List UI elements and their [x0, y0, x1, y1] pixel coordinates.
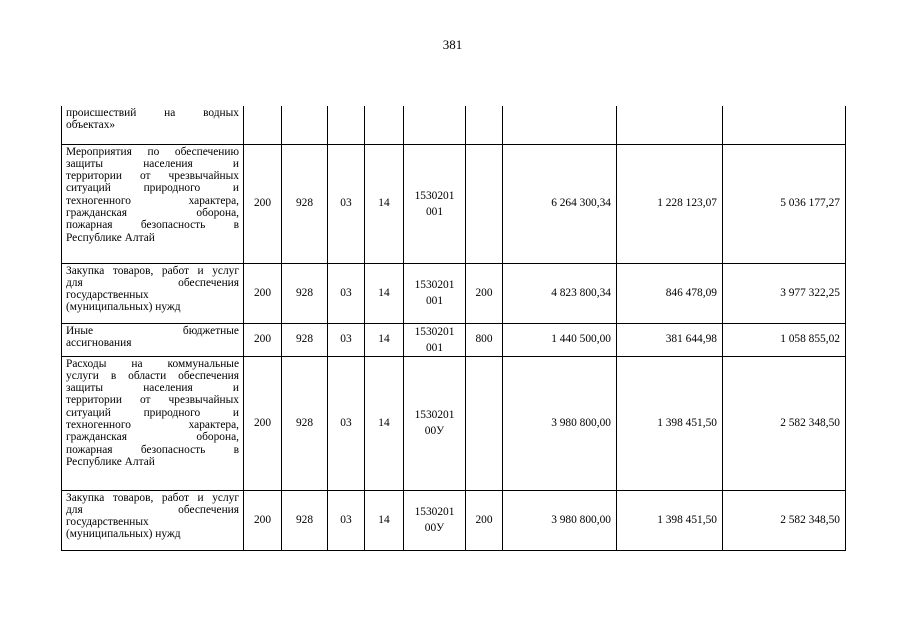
description-line: территории от чрезвычайных — [66, 170, 239, 183]
csr-line: 00У — [424, 425, 445, 437]
amount-2-cell: 846 478,09 — [617, 263, 723, 323]
amount-1-cell: 3 980 800,00 — [503, 356, 617, 490]
code-gl-cell: 200 — [244, 323, 282, 356]
code-gl-cell: 200 — [244, 490, 282, 550]
amount-2-cell: 1 228 123,07 — [617, 144, 723, 263]
table-row — [62, 490, 846, 550]
code-ved-cell: 928 — [282, 490, 328, 550]
description-line: государственных — [66, 289, 149, 302]
amount-1-cell: 6 264 300,34 — [503, 144, 617, 263]
description-line: гражданская оборона, — [66, 431, 239, 444]
code-vr-cell: 200 — [466, 263, 503, 323]
description-line: техногенного характера, — [66, 194, 239, 207]
description-line: Закупка товаров, работ и услуг — [66, 491, 239, 504]
code-rz-cell: 03 — [328, 323, 365, 356]
description-line: Закупка товаров, работ и услуг — [66, 264, 239, 277]
code-gl-cell — [244, 106, 282, 144]
code-rz-cell: 03 — [328, 144, 365, 263]
code-rz-cell — [328, 106, 365, 144]
code-csr-cell — [404, 356, 466, 490]
code-pr-cell: 14 — [365, 323, 404, 356]
row-description — [62, 144, 244, 263]
amount-2-cell: 381 644,98 — [617, 323, 723, 356]
csr-line: 1530201 — [414, 325, 455, 338]
code-csr-cell — [404, 490, 466, 550]
code-pr-cell: 14 — [365, 490, 404, 550]
amount-2-cell: 1 398 451,50 — [617, 490, 723, 550]
description-line: для обеспечения — [66, 503, 239, 516]
amount-1-cell: 4 823 800,34 — [503, 263, 617, 323]
row-description — [62, 490, 244, 550]
code-rz-cell: 03 — [328, 356, 365, 490]
description-line: для обеспечения — [66, 276, 239, 289]
table-row — [62, 106, 846, 144]
description-line: ситуаций природного и — [66, 182, 239, 195]
table-body — [62, 106, 846, 550]
description-line: территории от чрезвычайных — [66, 394, 239, 407]
amount-1-cell — [503, 106, 617, 144]
code-rz-cell: 03 — [328, 490, 365, 550]
page-number: 381 — [442, 37, 463, 52]
csr-line: 00У — [424, 522, 445, 534]
csr-line: 1530201 — [414, 189, 455, 202]
csr-line: 1530201 — [414, 409, 455, 421]
row-description — [62, 106, 244, 144]
csr-line: 1530201 — [414, 506, 455, 518]
code-vr-cell — [466, 144, 503, 263]
table-row — [62, 323, 846, 356]
csr-line: 001 — [425, 295, 444, 307]
code-vr-cell — [466, 106, 503, 144]
code-csr-cell — [404, 323, 466, 356]
code-pr-cell: 14 — [365, 144, 404, 263]
amount-3-cell: 1 058 855,02 — [723, 323, 846, 356]
description-line: услуги в области обеспечения — [66, 369, 239, 382]
table-row — [62, 144, 846, 263]
description-line: Расходы на коммунальные — [66, 357, 239, 370]
code-ved-cell: 928 — [282, 356, 328, 490]
code-csr-cell — [404, 106, 466, 144]
table-row — [62, 263, 846, 323]
description-line: пожарная безопасность в — [66, 443, 239, 456]
budget-table — [61, 106, 846, 551]
code-gl-cell: 200 — [244, 144, 282, 263]
description-line: государственных — [66, 516, 149, 529]
code-pr-cell — [365, 106, 404, 144]
amount-3-cell: 3 977 322,25 — [723, 263, 846, 323]
description-line: гражданская оборона, — [66, 206, 239, 219]
table-row — [62, 356, 846, 490]
csr-line: 1530201 — [414, 279, 455, 291]
row-description — [62, 323, 244, 356]
description-line: (муниципальных) нужд — [66, 528, 181, 541]
amount-3-cell: 2 582 348,50 — [723, 356, 846, 490]
code-gl-cell: 200 — [244, 356, 282, 490]
code-ved-cell: 928 — [282, 263, 328, 323]
amount-2-cell — [617, 106, 723, 144]
code-rz-cell: 03 — [328, 263, 365, 323]
description-line: защиты населения и — [66, 157, 239, 170]
description-line: объектах» — [66, 119, 116, 132]
description-line: происшествий на водных — [66, 107, 239, 119]
code-vr-cell: 800 — [466, 323, 503, 356]
code-pr-cell: 14 — [365, 356, 404, 490]
amount-2-cell: 1 398 451,50 — [617, 356, 723, 490]
csr-line: 001 — [425, 205, 444, 218]
row-description — [62, 356, 244, 490]
code-ved-cell — [282, 106, 328, 144]
description-line: техногенного характера, — [66, 418, 239, 431]
code-vr-cell: 200 — [466, 490, 503, 550]
code-pr-cell: 14 — [365, 263, 404, 323]
code-ved-cell: 928 — [282, 144, 328, 263]
csr-line: 001 — [425, 341, 444, 354]
code-vr-cell — [466, 356, 503, 490]
description-line: Республике Алтай — [66, 231, 155, 244]
amount-3-cell: 2 582 348,50 — [723, 490, 846, 550]
description-line: ситуаций природного и — [66, 406, 239, 419]
code-csr-cell — [404, 263, 466, 323]
description-line: Мероприятия по обеспечению — [66, 145, 239, 158]
amount-1-cell: 3 980 800,00 — [503, 490, 617, 550]
row-description — [62, 263, 244, 323]
code-csr-cell — [404, 144, 466, 263]
amount-3-cell: 5 036 177,27 — [723, 144, 846, 263]
description-line: пожарная безопасность в — [66, 219, 239, 232]
description-line: защиты населения и — [66, 382, 239, 395]
amount-1-cell: 1 440 500,00 — [503, 323, 617, 356]
description-line: Республике Алтай — [66, 455, 155, 468]
description-line: Иные бюджетные — [66, 324, 239, 337]
description-line: ассигнования — [66, 336, 132, 349]
code-ved-cell: 928 — [282, 323, 328, 356]
description-line: (муниципальных) нужд — [66, 301, 181, 314]
amount-3-cell — [723, 106, 846, 144]
code-gl-cell: 200 — [244, 263, 282, 323]
